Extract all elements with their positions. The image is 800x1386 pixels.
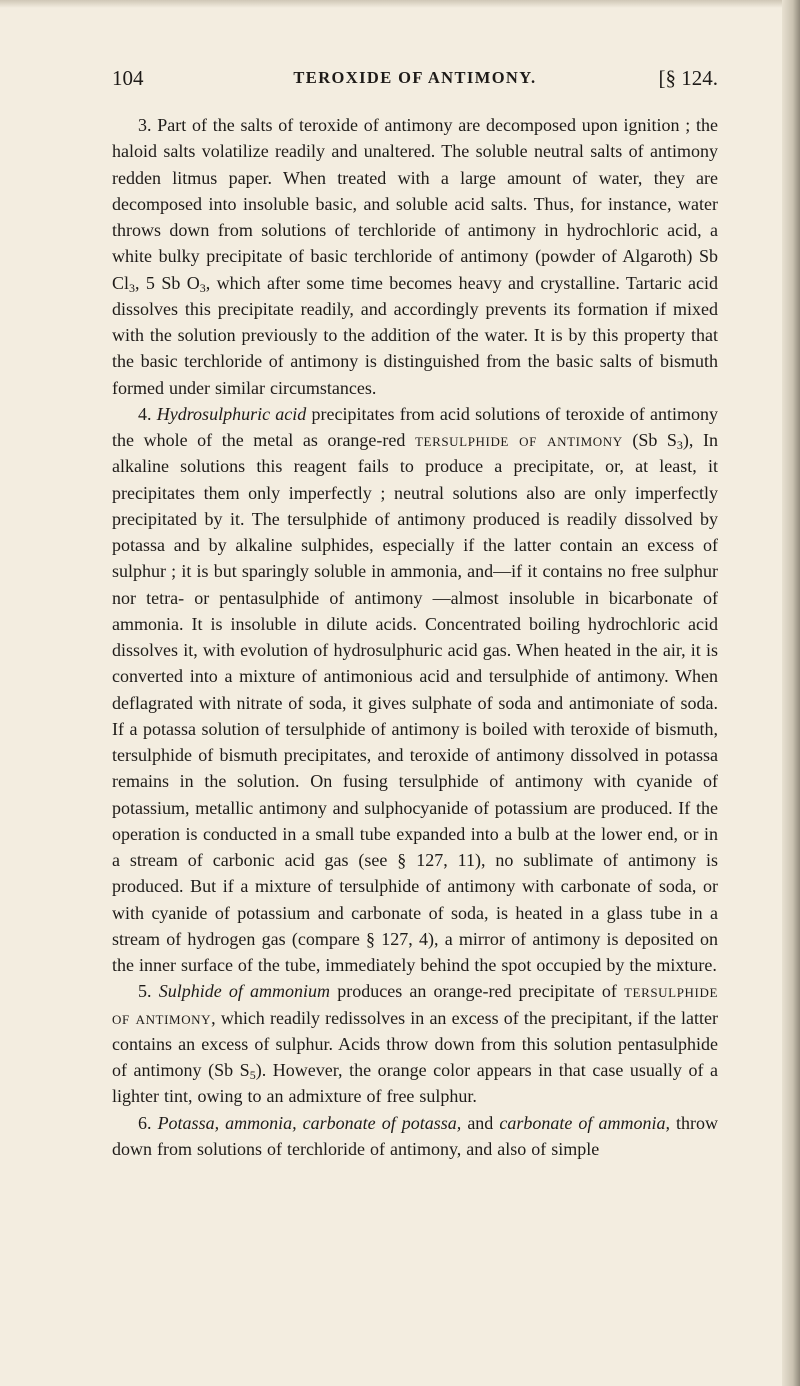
page-body [112, 112, 718, 1162]
para6-number: 6. [138, 1112, 158, 1133]
para4-text-b: (Sb S [622, 430, 677, 450]
para5-text-b: , which readily redissolves in an excess of the precipitant, if the latter contains an excess of sulphur. Acids throw down from this solution pentasulphide of antimony (Sb S [112, 1007, 718, 1080]
page-binding-edge [782, 0, 800, 1386]
para4-text-a: precipitates from acid solutions of teroxide of antimony the whole of the metal as orange-red [112, 403, 718, 450]
paragraph-3 [112, 112, 718, 401]
para5-reagent: Sulphide of ammonium [158, 981, 331, 1002]
para4-subscript-1: 3 [676, 438, 683, 452]
para6-reagent-2: carbonate of ammonia, [499, 1112, 670, 1133]
para4-compound: tersulphide of antimony [414, 430, 623, 450]
para6-reagent-1: Potassa, ammonia, carbonate of potassa, [157, 1112, 462, 1133]
para5-text-c: ). However, the orange color appears in that case usually of a lighter tint, owing to an admixture of free sulphur. [112, 1060, 718, 1107]
para3-text-a: 3. Part of the salts of teroxide of antimony are decomposed upon ignition ; the haloid salts volatilize readily and unaltered. The soluble neutral salts of antimony redden litmus paper. When treated with a large amount of water, they are decomposed into insoluble basic, and soluble acid salts. Thus, for instance, water throws down from solutions of terchloride of antimony in hydrochloric acid, a white bulky precipitate of basic terchloride of antimony (powder of Algaroth) Sb Cl [112, 115, 718, 293]
para6-text-a: and [461, 1112, 500, 1133]
para3-text-b: , 5 Sb O [135, 272, 200, 293]
paragraph-6 [112, 1110, 718, 1163]
para6-text-b: throw down from solutions of terchloride of antimony, and also of simple [112, 1112, 718, 1159]
para4-number: 4. [138, 403, 157, 424]
para4-reagent: Hydrosulphuric acid [156, 403, 307, 424]
running-title: TEROXIDE OF ANTIMONY. [293, 68, 537, 87]
para3-subscript-1: 3 [129, 280, 136, 295]
paragraph-5 [112, 978, 718, 1109]
para4-text-c: ), In alkaline solutions this reagent fails to produce a precipitate, or, at least, it precipitates them only imperfectly ; neutral solutions also are only imperfectly precipitated by it. The tersulphide of antimony produced is readily dissolved by potassa and by alkaline sulphides, especially if the latter contain an excess of sulphur ; it is but sparingly soluble in ammonia, and—if it contains no free sulphur nor tetra- or pentasulphide of antimony —almost insoluble in bicarbonate of ammonia. It is insoluble in dilute acids. Concentrated boiling hydrochloric acid dissolves it, with evolution of hydrosulphuric acid gas. When heated in the air, it is converted into a mixture of antimonious acid and tersulphide of antimony. When deflagrated with nitrate of soda, it gives sulphate of soda and antimoniate of soda. If a potassa solution of tersulphide of antimony is boiled with teroxide of bismuth, tersulphide of bismuth precipitates, and teroxide of antimony dissolved in potassa remains in the solution. On fusing tersulphide of antimony with cyanide of potassium, metallic antimony and sulphocyanide of potassium are produced. If the operation is conducted in a small tube expanded into a bulb at the lower end, or in a stream of carbonic acid gas (see § 127, 11), no sublimate of antimony is produced. But if a mixture of tersulphide of antimony with carbonate of soda, or with cyanide of potassium and carbonate of soda, is heated in a glass tube in a stream of hydrogen gas (compare § 127, 4), a mirror of antimony is deposited on the inner surface of the tube, immediately behind the spot occupied by the mixture. [112, 430, 718, 975]
para5-text-a: produces an orange-red precipitate of [330, 981, 624, 1002]
para3-subscript-2: 3 [199, 280, 206, 295]
page-number: 104 [112, 66, 144, 90]
para3-text-c: , which after some time becomes heavy and crystalline. Tartaric acid dissolves this precipitate readily, and accordingly prevents its formation if mixed with the solution previously to the addition of the water. It is by this property that the basic terchloride of antimony is distinguished from the basic salts of bismuth formed under similar circumstances. [112, 272, 718, 398]
page-top-edge [0, 0, 800, 8]
section-reference: [§ 124. [658, 66, 718, 90]
para5-number: 5. [138, 981, 159, 1002]
paragraph-4 [112, 401, 718, 979]
para5-subscript-1: 5 [249, 1068, 256, 1082]
running-header [112, 66, 718, 94]
para5-compound: tersulphide of antimony [112, 981, 718, 1028]
